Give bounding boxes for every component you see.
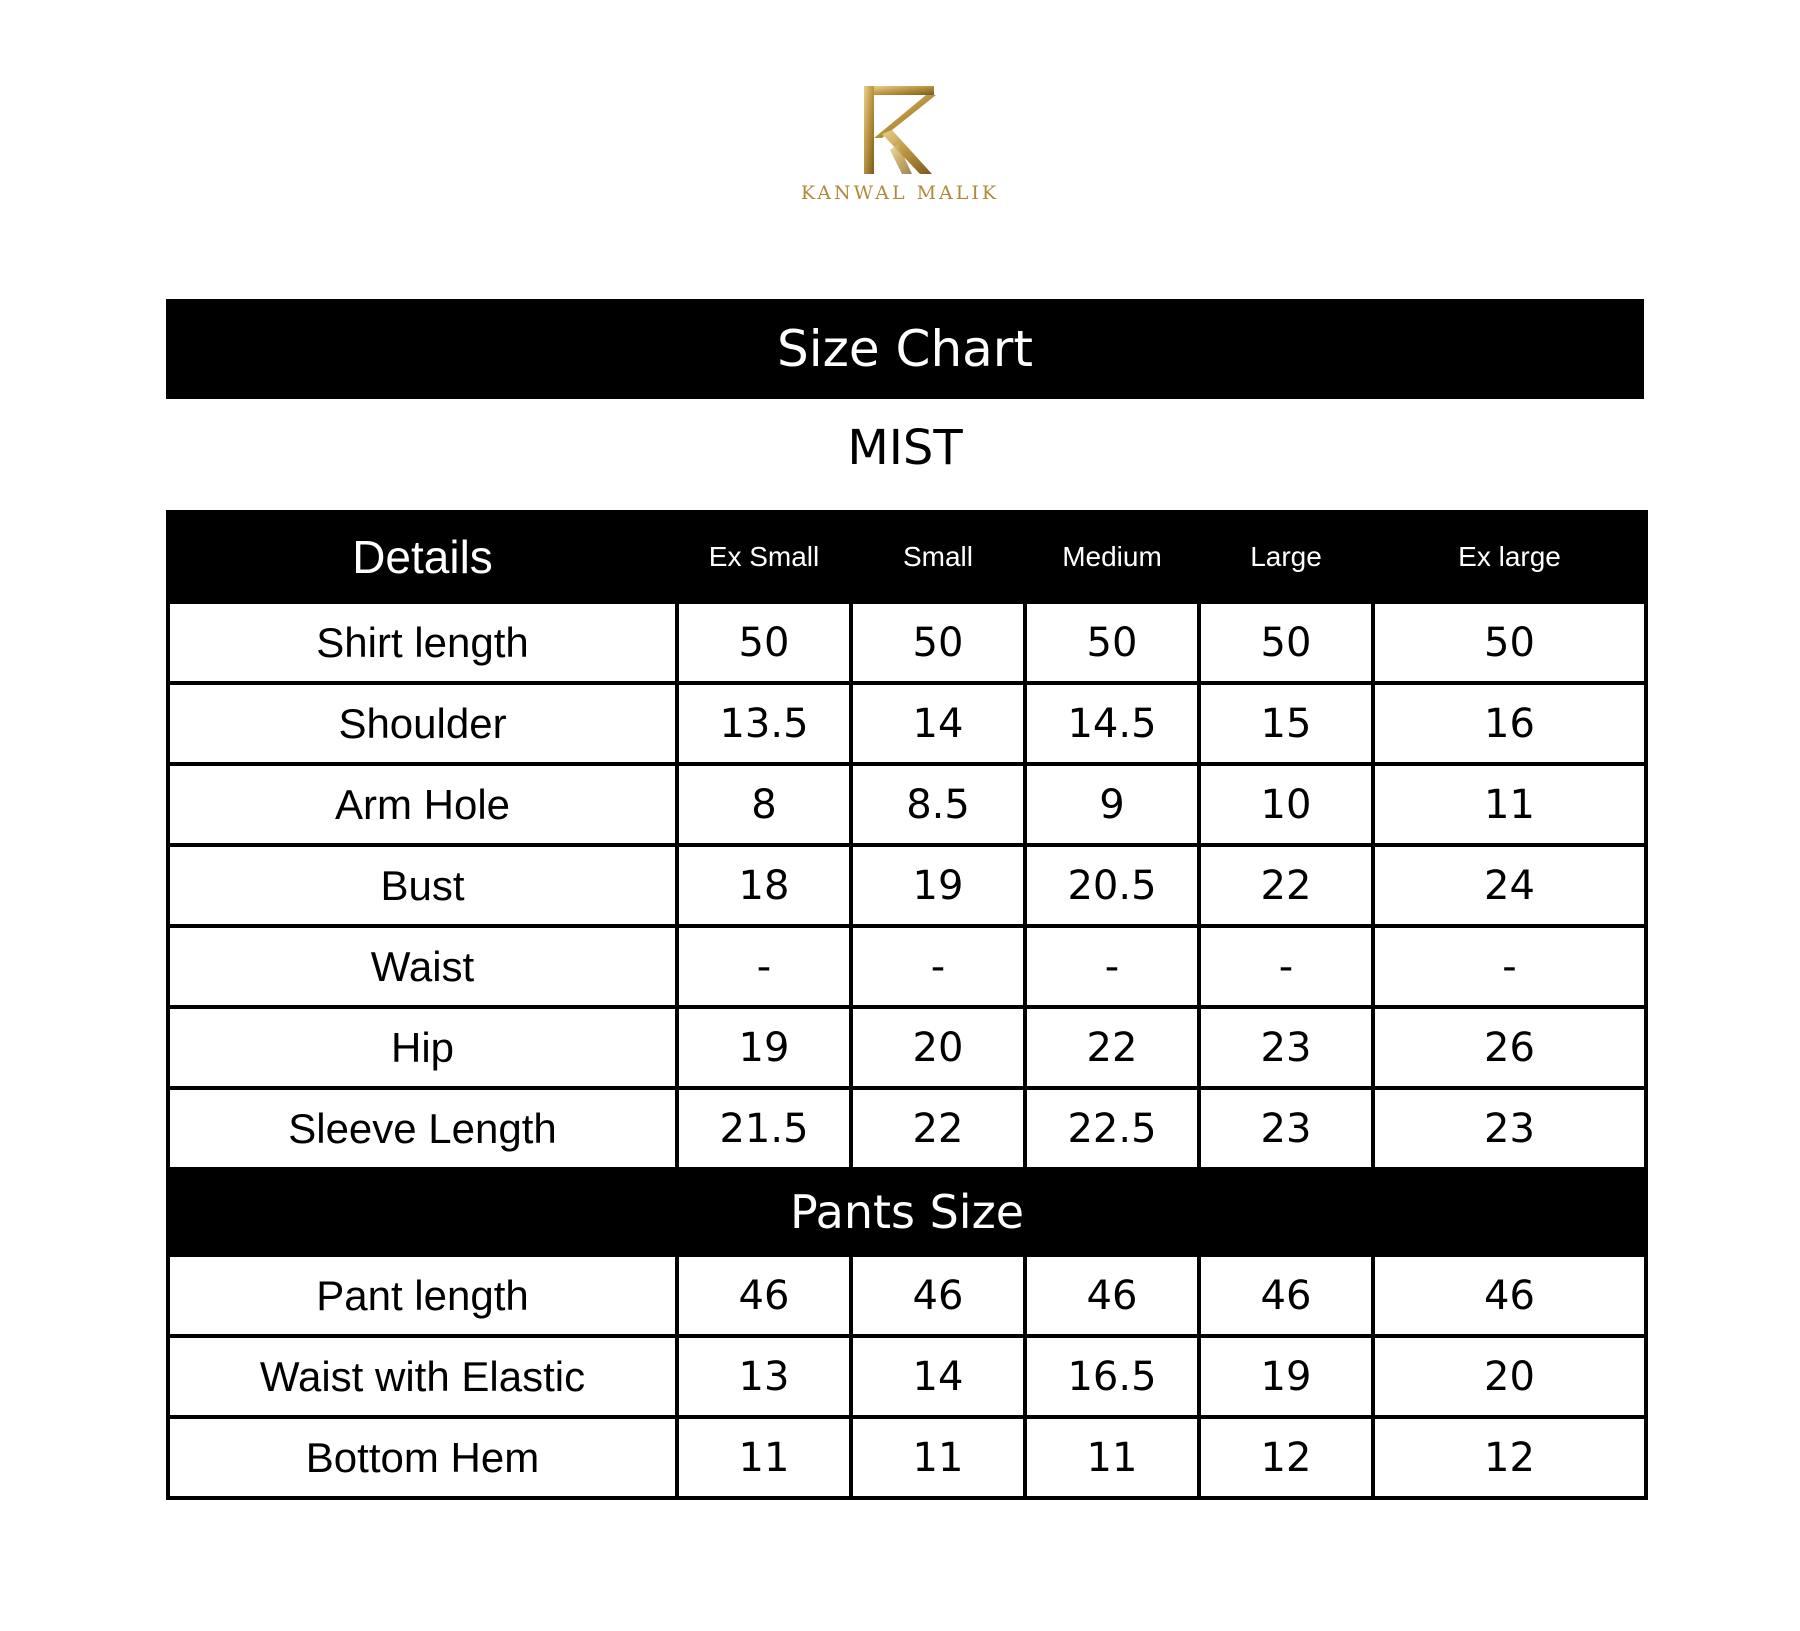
size-value-cell: 12 [1373, 1417, 1646, 1498]
size-header: Ex large [1373, 512, 1646, 602]
brand-name: KANWAL MALIK [800, 182, 1000, 204]
size-value-cell: 16.5 [1025, 1336, 1199, 1417]
table-row [168, 845, 1646, 926]
row-label: Shoulder [168, 683, 677, 764]
size-value-cell: 46 [1373, 1255, 1646, 1336]
table-row [168, 926, 1646, 1007]
row-label: Pant length [168, 1255, 677, 1336]
table-row [168, 1255, 1646, 1336]
size-value-cell: 50 [1025, 602, 1199, 683]
size-value-cell: 13.5 [677, 683, 851, 764]
size-value-cell: 24 [1373, 845, 1646, 926]
size-value-cell: 19 [1199, 1336, 1373, 1417]
size-chart-banner [166, 299, 1644, 399]
row-label: Shirt length [168, 602, 677, 683]
size-value-cell: 20.5 [1025, 845, 1199, 926]
size-value-cell: 11 [1373, 764, 1646, 845]
size-value-cell: 50 [677, 602, 851, 683]
header-row [168, 512, 1646, 602]
size-value-cell: 46 [677, 1255, 851, 1336]
row-label: Waist [168, 926, 677, 1007]
row-label: Sleeve Length [168, 1088, 677, 1169]
banner-title: Size Chart [777, 320, 1033, 378]
row-label: Waist with Elastic [168, 1336, 677, 1417]
size-value-cell: 9 [1025, 764, 1199, 845]
size-value-cell: 11 [677, 1417, 851, 1498]
size-value-cell: 20 [1373, 1336, 1646, 1417]
size-value-cell: 22 [1025, 1007, 1199, 1088]
size-value-cell: 22.5 [1025, 1088, 1199, 1169]
size-value-cell: 8.5 [851, 764, 1025, 845]
row-label: Arm Hole [168, 764, 677, 845]
size-value-cell: 14.5 [1025, 683, 1199, 764]
table-row [168, 1336, 1646, 1417]
size-value-cell: 11 [851, 1417, 1025, 1498]
table-row [168, 683, 1646, 764]
table-row [168, 1007, 1646, 1088]
pants-section-title: Pants Size [168, 1169, 1646, 1255]
table-row [168, 764, 1646, 845]
size-value-cell: 46 [1025, 1255, 1199, 1336]
size-value-cell: 11 [1025, 1417, 1199, 1498]
size-value-cell: 13 [677, 1336, 851, 1417]
size-value-cell: 20 [851, 1007, 1025, 1088]
size-value-cell: - [851, 926, 1025, 1007]
kanwal-malik-monogram-icon [860, 80, 940, 180]
size-value-cell: 46 [1199, 1255, 1373, 1336]
size-value-cell: 8 [677, 764, 851, 845]
row-label: Bottom Hem [168, 1417, 677, 1498]
product-name: MIST [847, 420, 963, 476]
size-value-cell: 46 [851, 1255, 1025, 1336]
size-value-cell: 18 [677, 845, 851, 926]
size-value-cell: - [1199, 926, 1373, 1007]
brand-logo [800, 80, 1000, 215]
row-label: Bust [168, 845, 677, 926]
size-value-cell: 23 [1373, 1088, 1646, 1169]
size-value-cell: - [1025, 926, 1199, 1007]
pants-section-row [168, 1169, 1646, 1255]
size-value-cell: - [677, 926, 851, 1007]
size-header: Small [851, 512, 1025, 602]
table-row [168, 1417, 1646, 1498]
size-value-cell: 10 [1199, 764, 1373, 845]
size-value-cell: 50 [1373, 602, 1646, 683]
size-value-cell: 23 [1199, 1088, 1373, 1169]
size-value-cell: 12 [1199, 1417, 1373, 1498]
size-value-cell: 21.5 [677, 1088, 851, 1169]
size-header: Ex Small [677, 512, 851, 602]
size-value-cell: 26 [1373, 1007, 1646, 1088]
row-label: Hip [168, 1007, 677, 1088]
size-header: Large [1199, 512, 1373, 602]
size-value-cell: 50 [1199, 602, 1373, 683]
size-value-cell: 19 [677, 1007, 851, 1088]
size-header: Medium [1025, 512, 1199, 602]
table-row [168, 602, 1646, 683]
size-value-cell: 14 [851, 683, 1025, 764]
size-value-cell: 15 [1199, 683, 1373, 764]
size-value-cell: 50 [851, 602, 1025, 683]
size-value-cell: 22 [851, 1088, 1025, 1169]
size-value-cell: 19 [851, 845, 1025, 926]
size-value-cell: 14 [851, 1336, 1025, 1417]
size-value-cell: 23 [1199, 1007, 1373, 1088]
size-value-cell: 22 [1199, 845, 1373, 926]
size-value-cell: 16 [1373, 683, 1646, 764]
size-chart-table [166, 510, 1648, 1500]
table-row [168, 1088, 1646, 1169]
size-value-cell: - [1373, 926, 1646, 1007]
details-header: Details [168, 512, 677, 602]
